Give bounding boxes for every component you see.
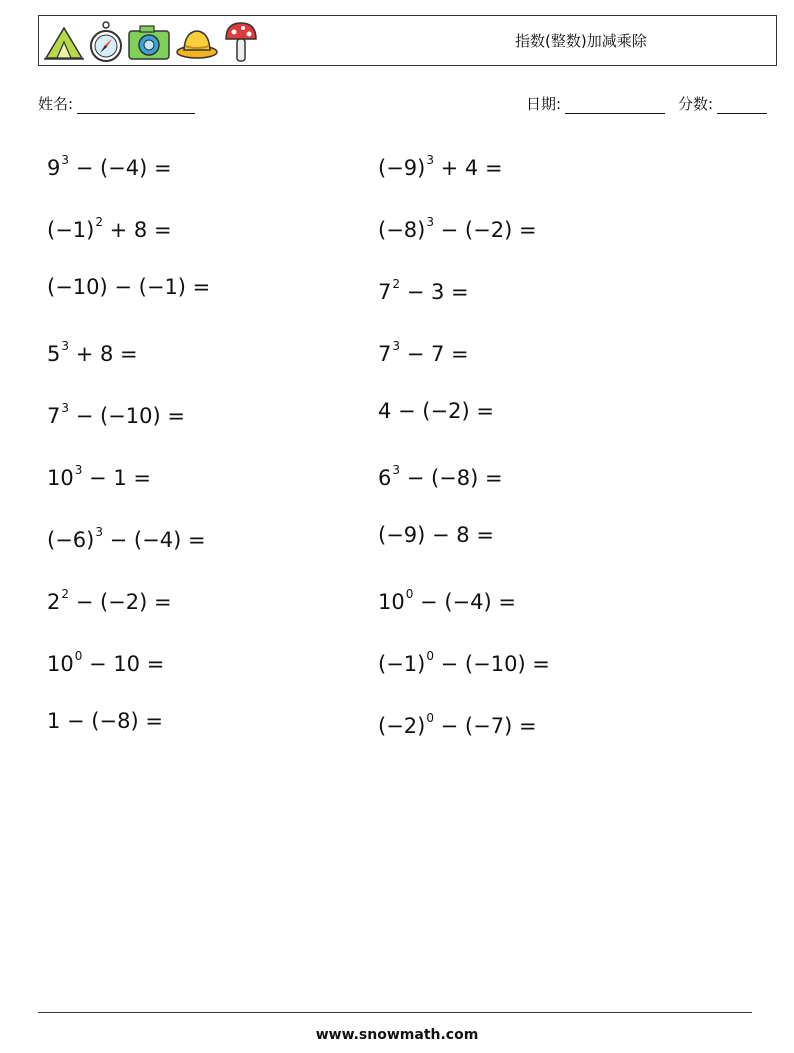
score-field [678, 93, 767, 114]
problem-left-2 [47, 210, 172, 240]
problem-rest: − (−2) = [69, 590, 172, 614]
problem-right-4 [378, 334, 469, 364]
problem-base: 10 [47, 466, 74, 490]
problem-base: 10 [378, 590, 405, 614]
problem-exponent: 3 [392, 463, 401, 477]
problem-right-7 [378, 520, 494, 550]
problem-rest: − (−2) = [433, 218, 537, 242]
problem-rest: − (−10) = [69, 404, 185, 428]
problem-exponent: 2 [95, 215, 103, 229]
problem-base: (−6) [47, 528, 95, 552]
problem-rest: − (−4) = [102, 528, 206, 552]
problem-base: (−8) [378, 218, 426, 242]
problem-rest: − 7 = [400, 342, 469, 366]
problem-base: 10 [47, 652, 74, 676]
problem-right-1 [378, 148, 503, 178]
problem-base: 7 [378, 280, 392, 304]
problem-rest: − (−4) = [69, 156, 172, 180]
header-box [38, 15, 777, 66]
problem-exponent: 0 [405, 587, 414, 601]
problem-rest: − (−4) = [413, 590, 516, 614]
problem-base: 6 [378, 466, 392, 490]
problem-exponent: 3 [61, 401, 70, 415]
worksheet-title: 指数(整数)加减乘除 [515, 32, 647, 50]
problem-exponent: 0 [426, 649, 434, 663]
footer-url: www.snowmath.com [315, 1027, 479, 1043]
problem-left-4 [47, 334, 138, 364]
problem-right-2 [378, 210, 537, 240]
problem-right-5 [378, 396, 494, 426]
problem-exponent: 0 [426, 711, 434, 725]
problem-base: 7 [378, 342, 392, 366]
tent-icon [43, 22, 85, 62]
score-blank [717, 97, 767, 114]
problem-base: (−10) − (−1) = [47, 275, 211, 299]
problem-right-3 [378, 272, 469, 302]
problem-base: (−1) [47, 218, 95, 242]
problem-exponent: 3 [74, 463, 83, 477]
icon-strip [43, 19, 259, 65]
problem-base: (−9) [378, 156, 426, 180]
problem-exponent: 2 [61, 587, 70, 601]
problem-rest: − (−10) = [433, 652, 550, 676]
date-blank [565, 97, 665, 114]
score-label: 分数: [678, 95, 714, 113]
problem-exponent: 0 [74, 649, 83, 663]
problem-base: 2 [47, 590, 61, 614]
problem-left-6 [47, 458, 151, 488]
problem-left-7 [47, 520, 206, 550]
problem-base: 5 [47, 342, 61, 366]
problem-exponent: 3 [61, 153, 70, 167]
date-label: 日期: [526, 95, 562, 113]
problem-left-1 [47, 148, 172, 178]
hat-icon [175, 24, 219, 60]
problem-rest: + 8 = [69, 342, 138, 366]
problem-left-8 [47, 582, 172, 612]
footer-divider [38, 1012, 752, 1013]
mushroom-icon [223, 19, 259, 65]
problem-rest: + 8 = [102, 218, 172, 242]
name-blank [77, 97, 195, 114]
camera-icon [127, 23, 171, 61]
name-field [38, 93, 195, 114]
compass-icon [89, 20, 123, 64]
problem-exponent: 2 [392, 277, 401, 291]
problem-base: 1 − (−8) = [47, 709, 163, 733]
problem-base: 9 [47, 156, 61, 180]
problem-left-3 [47, 272, 210, 302]
problem-left-9 [47, 644, 164, 674]
problem-right-9 [378, 644, 550, 674]
problem-left-10 [47, 706, 163, 736]
problem-exponent: 3 [426, 153, 434, 167]
problem-rest: − (−7) = [433, 714, 537, 738]
name-label: 姓名: [38, 95, 74, 113]
date-field [526, 93, 665, 114]
problem-left-5 [47, 396, 185, 426]
problem-rest: − (−8) = [400, 466, 503, 490]
problem-base: (−1) [378, 652, 426, 676]
problem-base: 7 [47, 404, 61, 428]
problem-exponent: 3 [61, 339, 70, 353]
problem-exponent: 3 [95, 525, 103, 539]
problem-rest: − 10 = [82, 652, 165, 676]
problem-rest: − 3 = [400, 280, 469, 304]
problem-exponent: 3 [392, 339, 401, 353]
problem-right-6 [378, 458, 503, 488]
problem-rest: − 1 = [82, 466, 151, 490]
problem-base: (−9) − 8 = [378, 523, 494, 547]
problem-exponent: 3 [426, 215, 434, 229]
problem-base: 4 − (−2) = [378, 399, 494, 423]
problem-base: (−2) [378, 714, 426, 738]
problem-right-10 [378, 706, 537, 736]
problem-rest: + 4 = [433, 156, 503, 180]
problem-right-8 [378, 582, 516, 612]
